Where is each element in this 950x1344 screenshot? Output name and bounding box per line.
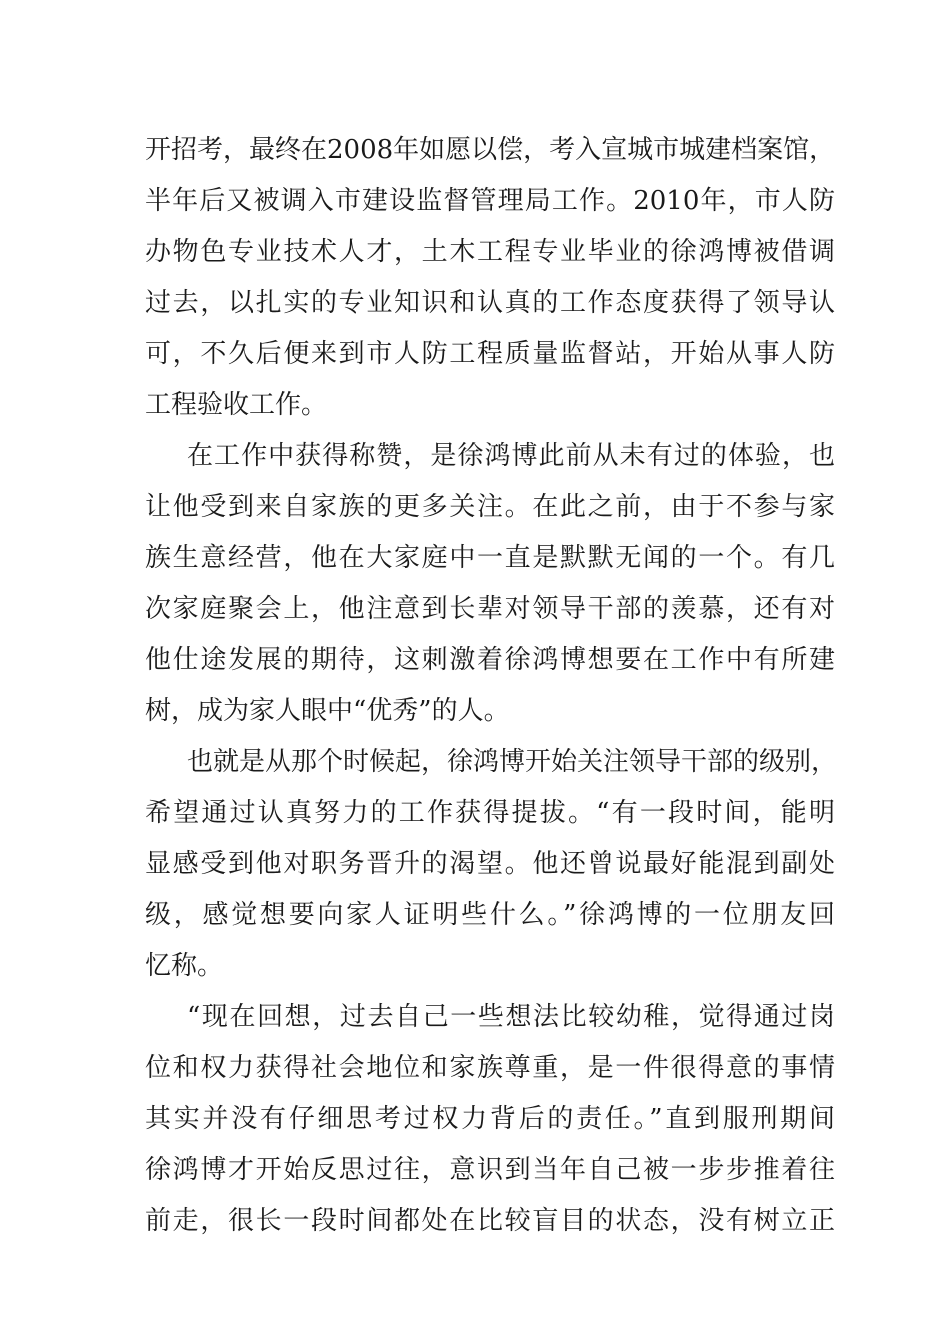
paragraph-1 [145,125,835,431]
text-line: 在工作中获得称赞，是徐鸿博此前从未有过的体验，也 [187,441,835,471]
text-line: 级，感觉想要向家人证明些什么。”徐鸿博的一位朋友回 [145,900,835,930]
text-line: 前走，很长一段时间都处在比较盲目的状态，没有树立正 [145,1206,835,1236]
paragraph-2 [145,431,835,737]
text-line: 过去，以扎实的专业知识和认真的工作态度获得了领导认 [145,288,835,318]
paragraph-4 [145,992,835,1247]
text-line: 也就是从那个时候起，徐鸿博开始关注领导干部的级别， [187,747,838,777]
text-line: 开招考，最终在2008年如愿以偿，考入宣城市城建档案馆， [145,135,836,165]
paragraph-3 [145,737,838,992]
text-line: 其实并没有仔细思考过权力背后的责任。”直到服刑期间 [145,1104,835,1134]
text-line: 半年后又被调入市建设监督管理局工作。2010年，市人防 [145,186,835,216]
text-line: “现在回想，过去自己一些想法比较幼稚，觉得通过岗 [187,1002,835,1032]
text-line: 工程验收工作。 [145,390,328,420]
text-line: 次家庭聚会上，他注意到长辈对领导干部的羡慕，还有对 [145,594,835,624]
text-line: 显感受到他对职务晋升的渴望。他还曾说最好能混到副处 [145,849,835,879]
text-line: 让他受到来自家族的更多关注。在此之前，由于不参与家 [145,492,835,522]
text-line: 忆称。 [145,951,224,981]
text-line: 族生意经营，他在大家庭中一直是默默无闻的一个。有几 [145,543,835,573]
text-line: 可，不久后便来到市人防工程质量监督站，开始从事人防 [145,339,835,369]
text-line: 位和权力获得社会地位和家族尊重，是一件很得意的事情 [145,1053,835,1083]
text-line: 徐鸿博才开始反思过往，意识到当年自己被一步步推着往 [145,1155,835,1185]
text-line: 树，成为家人眼中“优秀”的人。 [145,696,510,726]
body-text [145,125,838,1247]
text-line: 希望通过认真努力的工作获得提拔。“有一段时间，能明 [145,798,835,828]
text-line: 他仕途发展的期待，这刺激着徐鸿博想要在工作中有所建 [145,645,835,675]
text-line: 办物色专业技术人才，土木工程专业毕业的徐鸿博被借调 [145,237,835,267]
